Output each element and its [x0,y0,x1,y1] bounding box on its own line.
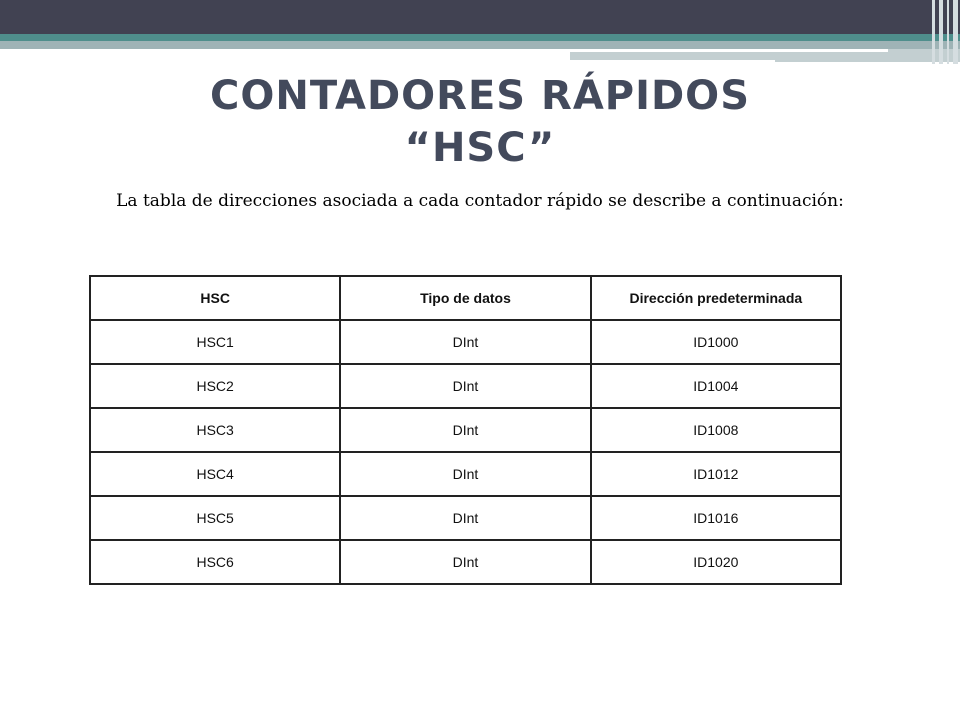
page-title [0,70,960,174]
cell-data-type: DInt [340,540,590,584]
cell-hsc: HSC2 [90,364,340,408]
table-row [90,320,841,364]
cell-address: ID1000 [591,320,841,364]
description-text: La tabla de direcciones asociada a cada contador rápido se describe a continuación: [116,191,844,211]
column-header-data-type: Tipo de datos [340,276,590,320]
page-title-line1: CONTADORES RÁPIDOS [209,73,750,119]
cell-hsc: HSC1 [90,320,340,364]
cell-hsc: HSC4 [90,452,340,496]
header-stripes [930,0,960,64]
address-table [89,275,842,585]
table-row [90,364,841,408]
header-bar-dark [0,0,960,34]
header-bar-teal [0,34,960,41]
cell-data-type: DInt [340,496,590,540]
cell-address: ID1004 [591,364,841,408]
table-row [90,540,841,584]
table-row [90,496,841,540]
cell-address: ID1020 [591,540,841,584]
cell-address: ID1008 [591,408,841,452]
header-line-white [570,60,775,63]
cell-address: ID1016 [591,496,841,540]
table-header-row [90,276,841,320]
cell-hsc: HSC3 [90,408,340,452]
header-line-white [570,49,888,52]
table-row [90,452,841,496]
table-row [90,408,841,452]
column-header-hsc: HSC [90,276,340,320]
cell-hsc: HSC6 [90,540,340,584]
cell-hsc: HSC5 [90,496,340,540]
page-title-line2: “HSC” [404,125,556,171]
cell-data-type: DInt [340,364,590,408]
header-bar-grey [0,41,960,49]
cell-data-type: DInt [340,452,590,496]
cell-data-type: DInt [340,320,590,364]
cell-address: ID1012 [591,452,841,496]
column-header-default-address: Dirección predeterminada [591,276,841,320]
cell-data-type: DInt [340,408,590,452]
